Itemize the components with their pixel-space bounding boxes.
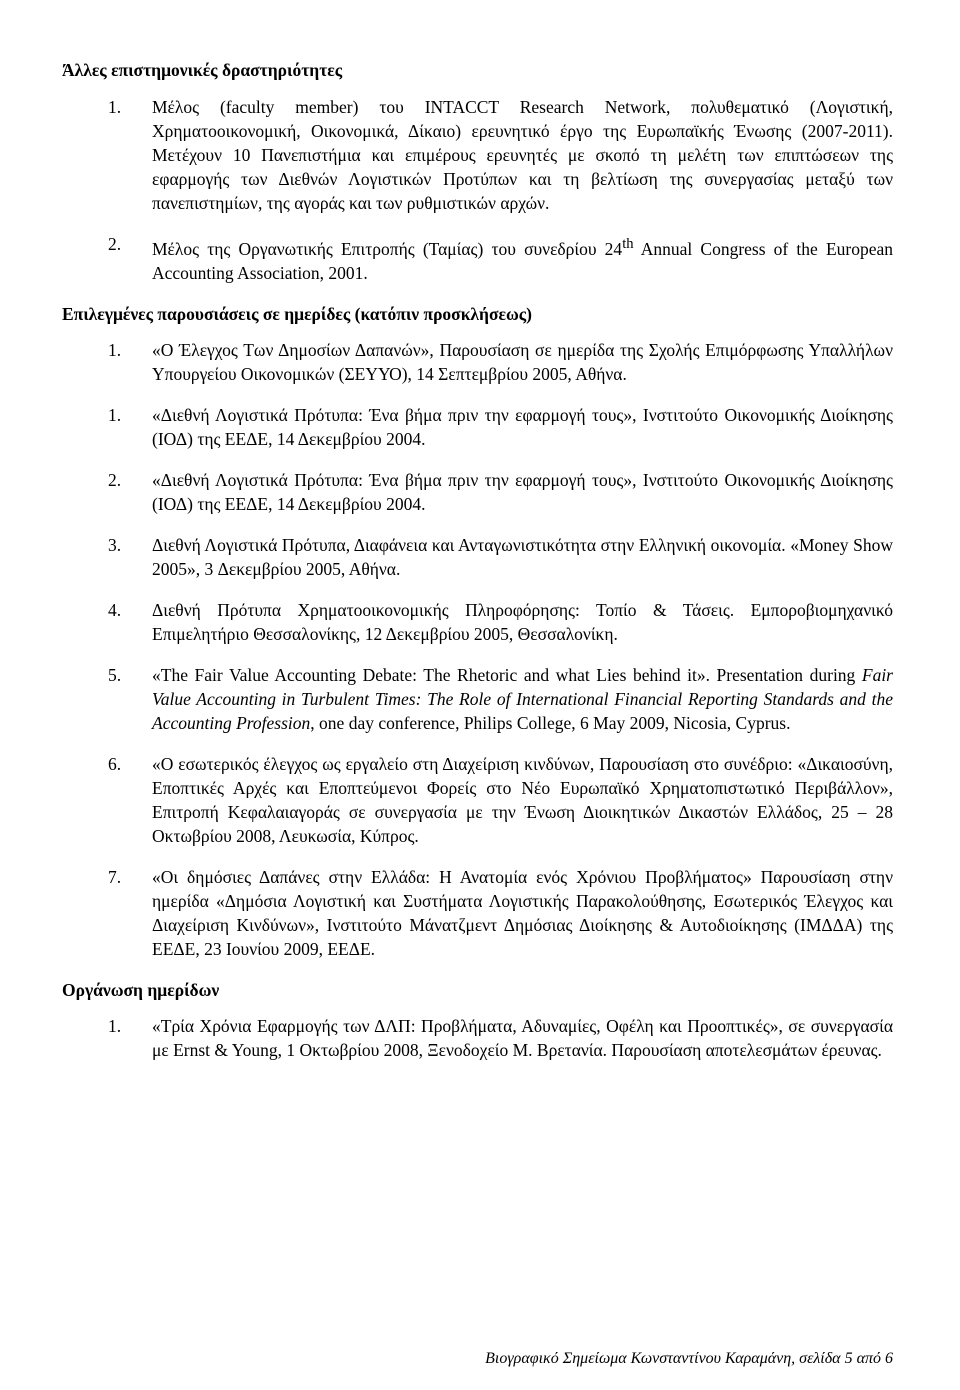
- item-text: Διεθνή Πρότυπα Χρηματοοικονομικής Πληροφόρησης: Τοπίο & Τάσεις. Εμποροβιομηχανικό Επιμελητήριο Θεσσαλονίκης, 12 Δεκεμβρίου 2005, Θεσσαλονίκη.: [152, 599, 893, 644]
- list-item: [62, 338, 893, 386]
- list-item: [62, 598, 893, 646]
- page-footer: Βιογραφικό Σημείωμα Κωνσταντίνου Καραμάνη, σελίδα 5 από 6: [485, 1350, 893, 1367]
- item-text: «Ο Έλεγχος Των Δημοσίων Δαπανών», Παρουσίαση σε ημερίδα της Σχολής Επιμόρφωσης Υπαλλήλων Υπουργείου Οικονομικών (ΣΕΥΥΟ), 14 Σεπτεμβρίου 2005, Αθήνα.: [152, 339, 893, 384]
- item-number: 2.: [108, 234, 122, 254]
- item-text-part: «The Fair Value Accounting Debate: The Rhetoric and what Lies behind it». Presentation during: [152, 664, 862, 685]
- item-number: 3.: [108, 534, 122, 555]
- list-item: [62, 403, 893, 451]
- item-number: 1.: [108, 97, 122, 117]
- list-item: [62, 752, 893, 848]
- item-text: Μέλος (faculty member) του INTACCT Research Network, πολυθεματικό (Λογιστική, Χρηματοοικονομική, Οικονομικά, Δίκαιο) ερευνητικό έργο της Ευρωπαϊκής Ένωσης (2007-2011). Μετέχουν 10 Πανεπιστήμια και επιμέρους ερευνητές με σκοπό τη μελέτη των επιπτώσεων της εφαρμογής των Διεθνών Λογιστικών Προτύπων και τη βελτίωση της συνεργασίας μεταξύ των πανεπιστημίων, της αγοράς και των ρυθμιστικών αρχών.: [152, 97, 893, 213]
- item-text-part: Μέλος της Οργανωτικής Επιτροπής (Ταμίας) του συνεδρίου 24: [152, 238, 623, 259]
- item-number: 1.: [108, 1015, 122, 1036]
- item-text: «Ο εσωτερικός έλεγχος ως εργαλείο στη Διαχείριση κινδύνων, Παρουσίαση στο συνέδριο: «Δικαιοσύνη, Εποπτικές Αρχές και Εποπτεύμενοι Φορείς στο Νέο Ευρωπαϊκό Χρηματοπιστωτικό Περιβάλλον», Επιτροπή Κεφαλαιαγοράς σε συνεργασία με την Ένωση Διοικητικών Δικαστών Ελλάδος, 25 – 28 Οκτωβρίου 2008, Λευκωσία, Κύπρος.: [152, 753, 893, 846]
- item-number: 1.: [108, 404, 122, 425]
- item-text: «Τρία Χρόνια Εφαρμογής των ΔΛΠ: Προβλήματα, Αδυναμίες, Οφέλη και Προοπτικές», σε συνεργασία με Ernst & Young, 1 Οκτωβρίου 2008, Ξενοδοχείο Μ. Βρετανία. Παρουσίαση αποτελεσμάτων έρευνας.: [152, 1015, 893, 1060]
- list-item: [62, 95, 893, 215]
- list-item: [62, 232, 893, 285]
- item-text: «Διεθνή Λογιστικά Πρότυπα: Ένα βήμα πριν την εφαρμογή τους», Ινστιτούτο Οικονομικής Διοίκησης (ΙΟΔ) της ΕΕΔΕ, 14 Δεκεμβρίου 2004.: [152, 469, 893, 514]
- item-number: 7.: [108, 866, 122, 887]
- item-text: [152, 663, 893, 735]
- item-text: [152, 232, 893, 285]
- section-heading-organisation: Οργάνωση ημερίδων: [62, 979, 220, 1000]
- section-heading-presentations: Επιλεγμένες παρουσιάσεις σε ημερίδες (κατόπιν προσκλήσεως): [62, 303, 532, 324]
- conference-title: Fair Value Accounting in Turbulent Times: The Role of International Financial Reporting Standards and the Accounting Profession: [152, 664, 893, 733]
- other-activities-list: [62, 95, 893, 285]
- item-number: 2.: [108, 469, 122, 490]
- item-text: Διεθνή Λογιστικά Πρότυπα, Διαφάνεια και Ανταγωνιστικότητα στην Ελληνική οικονομία. «Money Show 2005», 3 Δεκεμβρίου 2005, Αθήνα.: [152, 534, 893, 579]
- list-item: [62, 1014, 893, 1062]
- item-number: 6.: [108, 753, 122, 774]
- item-number: 1.: [108, 339, 122, 360]
- item-text: «Οι δημόσιες Δαπάνες στην Ελλάδα: Η Ανατομία ενός Χρόνιου Προβλήματος» Παρουσίαση στην ημερίδα «Δημόσια Λογιστική και Συστήματα Λογιστικής Παρακολούθησης, Εσωτερικός Έλεγχος και Διαχείριση Κινδύνων», Ινστιτούτο Μάνατζμεντ Δημόσιας Διοίκησης & Αυτοδιοίκησης (ΙΜΔΔΑ) της ΕΕΔΕ, 23 Ιουνίου 2009, ΕΕΔΕ.: [152, 866, 893, 959]
- list-item: [62, 468, 893, 516]
- section-heading-other-activities: Άλλες επιστημονικές δραστηριότητες: [62, 60, 343, 80]
- superscript: th: [622, 236, 634, 252]
- item-text-part: , one day conference, Philips College, 6 May 2009, Nicosia, Cyprus.: [310, 712, 791, 733]
- item-text: «Διεθνή Λογιστικά Πρότυπα: Ένα βήμα πριν την εφαρμογή τους», Ινστιτούτο Οικονομικής Διοίκησης (ΙΟΔ) της ΕΕΔΕ, 14 Δεκεμβρίου 2004.: [152, 404, 893, 449]
- item-number: 5.: [108, 664, 122, 685]
- list-item: [62, 865, 893, 961]
- item-text-part: Annual Congress of the European Accounting Association, 2001.: [152, 238, 893, 283]
- item-number: 4.: [108, 599, 122, 620]
- organisation-list: [62, 1014, 893, 1062]
- list-item: [62, 533, 893, 581]
- presentations-list: [62, 338, 893, 961]
- list-item: [62, 663, 893, 735]
